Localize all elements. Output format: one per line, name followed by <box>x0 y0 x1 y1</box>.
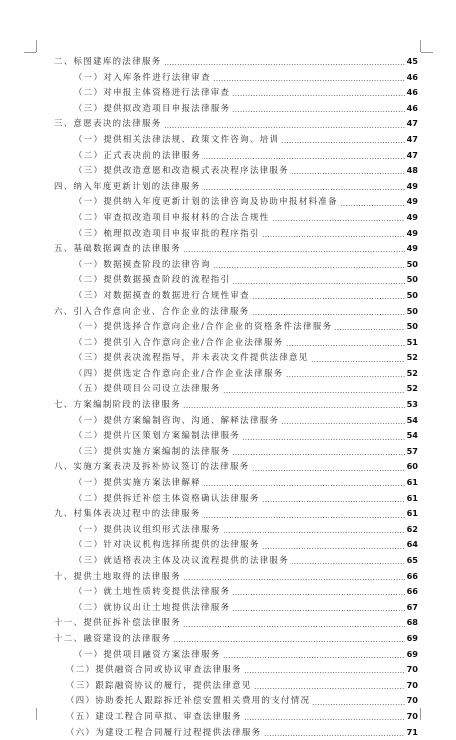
toc-subsection-entry[interactable] <box>54 413 418 429</box>
toc-page-number: 49 <box>406 196 418 207</box>
toc-entry-title: （二）提供拆迁补偿主体资格确认法律服务 <box>74 492 260 503</box>
toc-section-entry[interactable] <box>54 241 418 257</box>
dot-leader <box>262 501 405 502</box>
toc-section-entry[interactable] <box>54 179 418 195</box>
dot-leader <box>286 376 405 377</box>
toc-subsection-entry[interactable] <box>54 678 418 694</box>
dot-leader <box>272 220 405 221</box>
toc-entry-title: （三）梳理拟改造项目申报审批的程序指引 <box>74 227 260 238</box>
dot-leader <box>252 298 405 299</box>
toc-entry-title: （三）提供拟改造项目申报法律服务 <box>74 102 231 113</box>
dot-leader <box>252 314 405 315</box>
toc-entry-title: （三）跟踪融资协议的履行，提供法律意见 <box>66 679 252 690</box>
dot-leader <box>232 111 404 112</box>
toc-page-number: 53 <box>406 399 418 410</box>
toc-section-entry[interactable] <box>54 459 418 475</box>
crop-mark-top-right-horizontal <box>421 52 433 53</box>
toc-entry-title: 十、提供土地取得的法律服务 <box>54 570 182 581</box>
dot-leader <box>183 251 405 252</box>
crop-mark-top-right-vertical <box>420 40 421 52</box>
toc-entry-title: （一）数据摸查阶段的法律咨询 <box>74 258 211 269</box>
dot-leader <box>291 563 405 564</box>
toc-subsection-entry[interactable] <box>54 600 418 616</box>
toc-section-entry[interactable] <box>54 304 418 320</box>
dot-leader <box>286 345 405 346</box>
toc-page-number: 51 <box>406 336 418 347</box>
toc-entry-title: （三）提供实施方案编制的法律服务 <box>74 445 231 456</box>
toc-page-number: 48 <box>406 165 418 176</box>
toc-section-entry[interactable] <box>54 569 418 585</box>
crop-mark-top-left-vertical <box>36 40 37 52</box>
dot-leader <box>232 610 404 611</box>
toc-subsection-entry[interactable] <box>54 163 418 179</box>
toc-subsection-entry[interactable] <box>54 491 418 507</box>
dot-leader <box>232 454 404 455</box>
toc-page-number: 57 <box>406 445 418 456</box>
toc-page-number: 66 <box>406 570 418 581</box>
toc-page-number: 64 <box>406 539 418 550</box>
dot-leader <box>232 283 404 284</box>
toc-entry-title: （二）提供融资合同或协议审查法律服务 <box>66 664 242 675</box>
toc-entry-title: （三）对数据摸查的数据进行合规性审查 <box>74 289 250 300</box>
dot-leader <box>254 688 405 689</box>
table-of-contents <box>54 54 418 740</box>
toc-page-number: 61 <box>406 477 418 488</box>
toc-subsection-entry[interactable] <box>54 85 418 101</box>
toc-subsection-entry[interactable] <box>54 522 418 538</box>
toc-entry-title: （三）提供改造意愿和改造模式表决程序法律服务 <box>74 165 290 176</box>
toc-page-number: 47 <box>406 118 418 129</box>
toc-subsection-entry[interactable] <box>54 319 418 335</box>
dot-leader <box>203 517 405 518</box>
crop-mark-bottom-right-vertical <box>420 708 421 720</box>
toc-entry-title: （一）提供项目融资方案法律服务 <box>74 648 221 659</box>
toc-page-number: 71 <box>406 726 418 737</box>
toc-entry-title: （二）针对决议机构选择所提供的法律服务 <box>74 539 260 550</box>
toc-entry-title: （五）建设工程合同草拟、审查法律服务 <box>66 710 242 721</box>
dot-leader <box>223 392 405 393</box>
toc-subsection-entry[interactable] <box>54 662 418 678</box>
toc-subsection-entry[interactable] <box>54 725 418 740</box>
toc-entry-title: （四）提供选定合作意向企业/合作企业法律服务 <box>74 367 284 378</box>
toc-subsection-entry[interactable] <box>54 257 418 273</box>
toc-entry-title: 二、标图建库的法律服务 <box>54 56 162 66</box>
toc-page-number: 61 <box>406 492 418 503</box>
toc-subsection-entry[interactable] <box>54 428 418 444</box>
toc-subsection-entry[interactable] <box>54 537 418 553</box>
toc-entry-title: （二）正式表决前的法律服务 <box>74 149 202 160</box>
toc-entry-title: 十一、提供征拆补偿法律服务 <box>54 617 182 628</box>
toc-entry-title: （一）对入库条件进行法律审查 <box>74 71 211 82</box>
toc-page-number: 62 <box>406 523 418 534</box>
toc-page-number: 50 <box>406 305 418 316</box>
toc-page-number: 50 <box>406 274 418 285</box>
toc-page-number: 47 <box>406 149 418 160</box>
toc-page-number: 46 <box>406 102 418 113</box>
toc-entry-title: 七、方案编制阶段的法律服务 <box>54 399 182 410</box>
dot-leader <box>223 657 405 658</box>
toc-page-number: 61 <box>406 508 418 519</box>
toc-entry-title: 九、村集体表决过程中的法律服务 <box>54 508 201 519</box>
dot-leader <box>213 267 405 268</box>
toc-subsection-entry[interactable] <box>54 335 418 351</box>
toc-page-number: 47 <box>406 133 418 144</box>
toc-subsection-entry[interactable] <box>54 288 418 304</box>
dot-leader <box>203 189 405 190</box>
toc-entry-title: 三、意愿表决的法律服务 <box>54 118 162 129</box>
toc-page-number: 69 <box>406 632 418 643</box>
toc-entry-title: （三）就适格表决主体及决议流程提供的法律服务 <box>74 555 290 565</box>
toc-entry-title: （二）提供数据摸查阶段的流程指引 <box>74 274 231 285</box>
toc-page-number: 70 <box>406 710 418 721</box>
toc-page-number: 54 <box>406 414 418 425</box>
toc-entry-title: 八、实施方案表决及拆补协议签订的法律服务 <box>54 461 250 472</box>
toc-subsection-entry[interactable] <box>54 553 418 569</box>
dot-leader <box>232 594 404 595</box>
toc-page-number: 49 <box>406 211 418 222</box>
dot-leader <box>183 407 405 408</box>
dot-leader <box>213 80 405 81</box>
toc-subsection-entry[interactable] <box>54 194 418 210</box>
toc-section-entry[interactable] <box>54 631 418 647</box>
toc-subsection-entry[interactable] <box>54 709 418 725</box>
dot-leader <box>291 173 405 174</box>
dot-leader <box>252 470 405 471</box>
dot-leader <box>281 142 404 143</box>
dot-leader <box>312 704 404 705</box>
toc-page-number: 50 <box>406 258 418 269</box>
dot-leader <box>281 423 404 424</box>
dot-leader <box>264 735 405 736</box>
toc-section-entry[interactable] <box>54 54 418 70</box>
toc-subsection-entry[interactable] <box>54 381 418 397</box>
toc-subsection-entry[interactable] <box>54 350 418 366</box>
toc-subsection-entry[interactable] <box>54 272 418 288</box>
toc-section-entry[interactable] <box>54 615 418 631</box>
toc-page-number: 67 <box>406 601 418 612</box>
dot-leader <box>311 361 405 362</box>
toc-subsection-entry[interactable] <box>54 647 418 663</box>
toc-page-number: 69 <box>406 648 418 659</box>
dot-leader <box>183 579 405 580</box>
toc-entry-title: （二）就协议出让土地提供法律服务 <box>74 601 231 612</box>
toc-entry-title: （二）提供片区策划方案编制法律服务 <box>74 430 241 441</box>
toc-entry-title: （一）提供实施方案法律解释 <box>74 477 202 488</box>
dot-leader <box>334 329 404 330</box>
toc-subsection-entry[interactable] <box>54 148 418 164</box>
toc-section-entry[interactable] <box>54 506 418 522</box>
toc-entry-title: （二）对申报主体资格进行法律审查 <box>74 87 231 98</box>
dot-leader <box>164 64 405 65</box>
toc-page-number: 65 <box>406 555 418 565</box>
dot-leader <box>164 127 405 128</box>
dot-leader <box>203 485 405 486</box>
toc-entry-title: （四）协助委托人跟踪拆迁补偿安置相关费用的支付情况 <box>66 695 311 706</box>
toc-entry-title: （五）提供项目公司设立法律服务 <box>74 383 221 394</box>
toc-entry-title: （一）就土地性质转变提供法律服务 <box>74 586 231 597</box>
dot-leader <box>262 548 405 549</box>
dot-leader <box>340 205 405 206</box>
toc-page-number: 50 <box>406 289 418 300</box>
toc-page-number: 60 <box>406 461 418 472</box>
dot-leader <box>183 626 405 627</box>
crop-mark-top-left-horizontal <box>24 52 36 53</box>
toc-page-number: 70 <box>406 664 418 675</box>
toc-subsection-entry[interactable] <box>54 475 418 491</box>
toc-entry-title: （一）提供相关法律法规、政策文件咨询、培训 <box>74 133 280 144</box>
dot-leader <box>173 641 404 642</box>
toc-entry-title: （二）提供引入合作意向企业/合作企业法律服务 <box>74 336 284 347</box>
toc-page-number: 49 <box>406 227 418 238</box>
toc-page-number: 70 <box>406 679 418 690</box>
toc-page-number: 46 <box>406 71 418 82</box>
toc-entry-title: （二）审查拟改造项目申报材料的合法合规性 <box>74 211 270 222</box>
toc-entry-title: （三）提供表决流程指导，并未表决文件提供法律意见 <box>74 352 309 363</box>
toc-entry-title: 十二、融资建设的法律服务 <box>54 632 172 643</box>
toc-subsection-entry[interactable] <box>54 132 418 148</box>
toc-section-entry[interactable] <box>54 397 418 413</box>
toc-section-entry[interactable] <box>54 116 418 132</box>
toc-page-number: 46 <box>406 87 418 98</box>
toc-subsection-entry[interactable] <box>54 210 418 226</box>
toc-page-number: 68 <box>406 617 418 628</box>
dot-leader <box>242 439 404 440</box>
toc-subsection-entry[interactable] <box>54 101 418 117</box>
toc-subsection-entry[interactable] <box>54 584 418 600</box>
crop-mark-bottom-left-vertical <box>36 708 37 720</box>
toc-page-number: 66 <box>406 586 418 597</box>
toc-page-number: 45 <box>406 56 418 66</box>
toc-subsection-entry[interactable] <box>54 366 418 382</box>
toc-entry-title: （一）提供纳入年度更新计划的法律咨询及协助申报材料准备 <box>74 196 338 207</box>
toc-subsection-entry[interactable] <box>54 70 418 86</box>
toc-page-number: 54 <box>406 430 418 441</box>
toc-page-number: 70 <box>406 695 418 706</box>
toc-entry-title: （一）提供方案编制咨询、沟通、解释法律服务 <box>74 414 280 425</box>
toc-entry-title: 五、基础数据调查的法律服务 <box>54 243 182 254</box>
toc-page-number: 52 <box>406 383 418 394</box>
toc-entry-title: 四、纳入年度更新计划的法律服务 <box>54 180 201 191</box>
toc-page-number: 52 <box>406 352 418 363</box>
toc-entry-title: （六）为建设工程合同履行过程提供法律服务 <box>66 726 262 737</box>
toc-entry-title: （一）提供选择合作意向企业/合作企业的资格条件法律服务 <box>74 321 333 332</box>
toc-subsection-entry[interactable] <box>54 693 418 709</box>
toc-page-number: 49 <box>406 243 418 254</box>
toc-subsection-entry[interactable] <box>54 444 418 460</box>
dot-leader <box>244 672 405 673</box>
dot-leader <box>232 95 404 96</box>
toc-subsection-entry[interactable] <box>54 226 418 242</box>
dot-leader <box>262 236 405 237</box>
toc-entry-title: 六、引入合作意向企业、合作企业的法律服务 <box>54 305 250 316</box>
dot-leader <box>203 158 405 159</box>
toc-page-number: 50 <box>406 321 418 332</box>
toc-entry-title: （一）提供决议组织形式法律服务 <box>74 523 221 534</box>
dot-leader <box>223 532 405 533</box>
toc-page-number: 49 <box>406 180 418 191</box>
toc-page-number: 52 <box>406 367 418 378</box>
